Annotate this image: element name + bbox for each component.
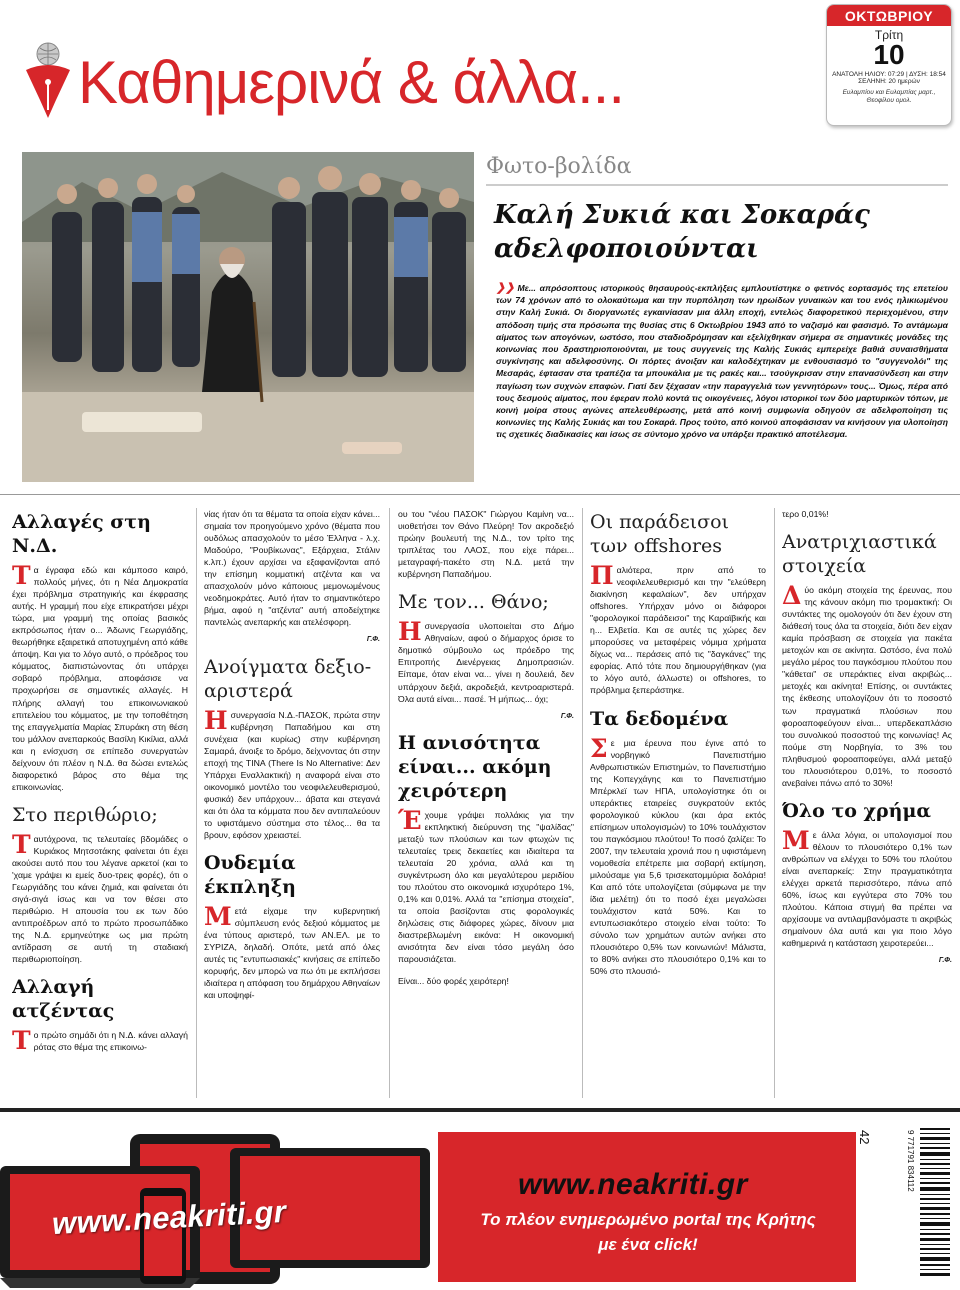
article-paragraph: ου του "νέου ΠΑΣΟΚ" Γιώργου Καμίνη να... υιοθετήσει τον Θάνο Πλεύρη! Τον ακροδεξιό πρώην βουλευτή της Ν.Δ., τον τρίτο της τριπλέτας του ΛΑΟΣ, που είχε πάρει... μεταγραφή-πακέτο στη Ν.Δ. μετά την κυβέρνηση Παπαδήμου. — [398, 509, 574, 580]
paragraph-text: αλιότερα, πριν από το νεοφιλελευθερισμό και την "ελεύθερη διακίνηση κεφαλαίων", δεν υπήρχαν offshores. Υπήρχαν μόνο οι διάφοροι "φορολογικοί παράδεισοι" της Καραϊβικής και η... Ελβετία. Και σε αυτές τις χώρες δεν μπορούσες να μεταφέρεις νόμιμα χρήματα δίχως να... περάσεις από τις "δαγκάνες" της εφορίας. Από τότε που δημιουργήθηκαν (για το λόγο αυτό, άλλωστε) οι offshores, το πρόβλημα ξεπεράστηκε. — [590, 565, 766, 696]
sunrise-sunset: ΑΝΑΤΟΛΗ ΗΛΙΟΥ: 07:29 | ΔΥΣΗ: 18:54 — [832, 71, 946, 78]
double-arrow-icon: ❯❯ — [496, 282, 515, 294]
article-paragraph — [782, 581, 952, 789]
ad-tagline: Το πλέον ενημερωμένο portal της Κρήτης — [480, 1210, 816, 1229]
article-heading: Με τον... Θάνο; — [398, 591, 549, 614]
date-day-number: 10 — [873, 39, 905, 70]
section-rule — [486, 184, 948, 186]
paragraph-text: συνεργασία Ν.Δ.-ΠΑΣΟΚ, πρώτα στην κυβέρνηση Παπαδήμου και στη συνέχεια (και κυρίως) στην κυβέρνηση Σαμαρά, άνοιξε το δρόμο, δείχνοντας ότι στην εποχή της TINA (There Is No Alternative: Δεν Υπάρχει Εναλλακτική) η αναφορά είναι στο οικονομικό μοντέλο του νεοφιλελευθερισμού, φυσικά) δεν υπάρχουν... άβατα και στεγανά και ότι όλα τα κόμματα που δεν αντιπαλεύουν το υφιστάμενο σύστημα στο τέλος... θα τα βρουν, εφόσον χρειαστεί. — [204, 709, 380, 840]
paragraph-text: συνεργασία υλοποιείται στο Δήμο Αθηναίων, αφού ο δήμαρχος όρισε το δημοτικό σύμβουλο ως πρόεδρο της Επιτροπής Διενέργειας Δημοπρασιών. Είπαμε, όταν είναι να... γίνει η δουλειά, δεν υπάρχουν δεξιά, ακροδεξιά, κεντροαριστερά. Όλα αυτά είναι... πασέ. Ή μήπως... όχι; — [398, 621, 574, 704]
column-2 — [204, 508, 380, 1098]
column-rule — [389, 508, 390, 1098]
newspaper-title: Καθημερινά & άλλα... — [78, 49, 625, 116]
column-4 — [590, 508, 766, 1098]
article-heading: Στο περιθώριο; — [12, 803, 158, 826]
author-initials: Γ.Φ. — [938, 957, 952, 965]
article-paragraph — [398, 617, 574, 704]
article-heading: Όλο το χρήμα — [782, 799, 932, 822]
column-rule — [774, 508, 775, 1098]
drop-cap: Τ — [12, 1026, 31, 1056]
article-heading: Οι παράδεισοι των offshores — [590, 511, 729, 557]
feature-text — [486, 154, 948, 484]
drop-cap: Έ — [398, 805, 422, 835]
ad-divider — [0, 1108, 960, 1112]
article-paragraph — [590, 733, 766, 978]
article-heading: Ανατριχιαστικά στοιχεία — [782, 531, 937, 578]
drop-cap: Π — [590, 561, 614, 590]
ceremony-photo-illustration — [22, 152, 474, 482]
article-paragraph: τερο 0,01%! — [782, 509, 829, 519]
article-paragraph: Είναι... δύο φορές χειρότερη! — [398, 976, 509, 987]
drop-cap: Δ — [782, 581, 802, 611]
paragraph-text: ε μια έρευνα που έγινε από το νορβηγικό Πανεπιστήμιο Ανθρωπιστικών Επιστημών, το Πανεπιστήμιο της Κοπεγχάγης και το Πανεπιστήμιο Μπέρκλεϊ των ΗΠΑ, υπολογίστηκε ότι οι υπεράκτιες εταιρείες συγκρατούν εκτός φορολογικού κύκλου (και άρα εκτός επίσημων υπολογισμών) το 10% τουλάχιστον του παγκόσμιου πλούτου! Το ποσό ζαλίζει: Το 2007, την τελευταία χρονιά που η υφιστάμενη νομοθεσία επέτρεπε μια σοβαρή εκτίμηση, μιλούσαμε για 5,6 τρισεκατομμύρια δολάρια! Και από τότε υπολογίζεται (σύμφωνα με την ίδια μελέτη) ότι το ποσό έχει μεγαλώσει τουλάχιστον κατά 50%. Και το εντυπωσιακότερο στοιχείο είναι τούτο: Το σύνολο των χρημάτων αυτών ανήκει στο πλουσιότερο 0,5% των κοινωνιών! Μάλιστα, το 80% ανήκει στο πλουσιότερο 0,1% και το 50% στο πλουσιό- — [590, 737, 766, 977]
article-paragraph — [12, 829, 188, 966]
article-paragraph — [12, 1026, 188, 1056]
article-heading: Η ανισότητα είναι... ακόμη χειρότερη — [398, 731, 552, 802]
paragraph-text: ο πρώτο σημάδι ότι η Ν.Δ. κάνει αλλαγή ρότας στο θέμα της επικοινω- — [33, 1030, 188, 1053]
article-paragraph — [12, 561, 188, 793]
barcode-digits: 9 771791 834112 — [906, 1130, 915, 1192]
date-weekday: Τρίτη — [874, 28, 904, 42]
drop-cap: Μ — [204, 902, 232, 932]
article-paragraph — [590, 561, 766, 697]
feature-body-text: Με... απρόσοπτους ιστορικούς θησαυρούς-εκπλήξεις εμπλουτίστηκε ο φετινός εορτασμός της επετείου των 74 χρόνων από το ολοκαύτωμα και την πυρπόληση των ηρωίδων γυναικών και του ενός ηλικιωμένου στην Καλή Συκιά. Οι διοργανωτές εγκαινίασαν μια άλλη εποχή, εντελώς διαφορετικού περιεχομένου, στην απόδοση τιμής στα πρόσωπα της θυσίας στις 6 Οκτωβρίου 1943 από το ναζισμό και φασισμό. Το αντάμωμα αίματος των απογόνων, ωστόσο, που σταδιοδρόμησαν και εξελίχθηκαν σήμερα σε σημαντικές μονάδες της κοινωνίας που δραστηριοποιούνται, με τους συγγενείς της Καλής Συκιάς εμπερείχε βαθιά συναισθήματα συγκίνησης και αδελφοσύνης. Οι πόρτες άνοιξαν και καλοδέχτηκαν με ενθουσιασμό το "συγγενολόι" της Μεσαράς, έφτασαν στα τραπέζια τα μπουκάλια με τις ρακές και... τσούγκρισαν στην επανασύνδεση και στην παγίωση των συχνών επαφών. Γιατί δεν ξέχασαν «την παραγγελιά των γεννητόρων» τους... Όμως, πέρα από τους δεσμούς αίματος, που έφεραν πολύ κοντά τις οικογένειες, λόγοι ιστορικοί των δύο μαρτυρικών τόπων, με κοινή μοίρα στους αγώνες απελευθέρωσης, μετά από κοινή συμφωνία οδηγούν σε αδελφοποίηση τις κοινωνίες της Καλής Συκιάς και του Σοκαρά. Προς τούτο, από κοινού αποφάσισαν να κινήσουν για υλοποίηση τις σχετικές διαδικασίες και ίσως σε σύντομο χρόνο να υπάρξει πρακτικό αποτέλεσμα. — [496, 283, 948, 440]
masthead — [0, 0, 960, 140]
article-paragraph — [204, 705, 380, 842]
date-month: ΟΚΤΩΒΡΙΟΥ — [827, 5, 951, 26]
drop-cap: Τ — [12, 561, 31, 590]
article-paragraph — [782, 825, 952, 949]
drop-cap: Η — [398, 617, 422, 647]
drop-cap: Μ — [782, 825, 810, 855]
ad-url[interactable]: www.neakriti.gr — [518, 1168, 748, 1201]
opinion-columns — [8, 508, 952, 1098]
feature-headline: Καλή Συκιά και Σοκαράς αδελφοποιούνται — [494, 200, 870, 264]
date-box — [826, 4, 952, 126]
paragraph-text: ύο ακόμη στοιχεία της έρευνας, που της κάνουν ακόμη πιο τρομακτική: Οι συντάκτες της ομολογούν ότι δεν έχουν στη διάθεσή τους όλα τα στοιχεία, διότι δεν είχαν καμία πρόσβαση σε στοιχεία για πακέτα μετοχών και σε ακίνητα. Ωστόσο, ένα πολύ μεγάλο μέρος του παγκόσμιου πλούτου που "κάθεται" σε υπεράκτιες είναι ακριβώς... μετοχές και ακίνητα! Επίσης, οι συντάκτες της έκθεσης υπολογίζουν ότι το ποσοστό των πραγματικά πλούσιων που φοροαποφεύγουν είναι... υπερδεκαπλάσιο του συνολικού ποσοστού της κοινωνίας! Ας πούμε στη Νορβηγία, το 3% του πληθυσμού φοροαποφεύγει, αλλά μεταξύ του πλουσιότερου 0,01%, το ποσοστό ανεβαίνει πάνω από το 30%! — [782, 585, 952, 788]
device-screen-url: www.neakriti.gr — [51, 1193, 287, 1242]
drop-cap: Σ — [590, 733, 608, 763]
author-initials: Γ.Φ. — [366, 636, 380, 644]
article-paragraph — [398, 805, 574, 966]
article-heading: Ουδεμία έκπληξη — [204, 852, 296, 899]
section-label: Φωτο-βολίδα — [486, 154, 632, 179]
drop-cap: Η — [204, 705, 228, 735]
column-rule — [582, 508, 583, 1098]
paragraph-text: ε άλλα λόγια, οι υπολογισμοί που θέλουν το πλουσιότερο 0,1% των ανθρώπων να ελέγχει το 50% του πλούτου είναι ανεπαρκείς: Στην πραγματικότητα ελέγχει αρκετά περισσότερο, πάνω από 60%, ίσως και εγγύτερα στο 70% του πλούτου. Κάποια στιγμή θα πρέπει να αρχίσουμε να αντιλαμβανόμαστε τι ακριβώς σημαίνουν όλα αυτά και για ποιο λόγο καθημερινά η κατάσταση χειροτερεύει... — [782, 829, 952, 949]
article-heading: Αλλαγή ατζέντας — [12, 976, 115, 1023]
article-heading: Τα δεδομένα — [590, 707, 729, 730]
column-1 — [12, 508, 188, 1098]
article-paragraph: νίας ήταν ότι τα θέματα τα οποία είχαν κάνει... σημαία τον προηγούμενο χρόνο (θέματα που ουδόλως απασχολούν το μέσο Έλληνα - λ.χ. Μαδούρο, "Ρουβίκωνας", Εξάρχεια, Στάλιν κ.λπ.) έχουν αρχίσει να εξαφανίζονται από την επίσημη κομματική ατζέντα και να απασχολούν μόνο κάποιους μεμονωμένους νεοδημοκράτες. Αυτό ήταν το σημαντικότερο βήμα, αφού η "ατζέντα" αυτή αποδείχτηκε παντελώς ανεπαρκής και ατελέσφορη. — [204, 509, 380, 628]
article-heading: Ανοίγματα δεξιο-αριστερά — [204, 655, 372, 702]
paragraph-text: χουμε γράψει πολλάκις για την εκπληκτική διεύρυνση της "ψαλίδας" μεταξύ των πλούσιων και των φτωχών τις τελευταίες τρεις δεκαετίες και ιδιαίτερα τα τελευταία 20 χρόνια, αλλά και τη συγκέντρωση όλο και μεγαλύτερου μεριδίου του πλούτου στο οικονομικά ισχυρότερο 1%, 0,1% και 0,01%. Αλλά τα "επίσημα στοιχεία", τα οποία βασίζονται στις φορολογικές δηλώσεις στις διάφορες χώρες, δίνουν μια διαστρεβλωμένη εικόνα: Η οικονομική ανισότητα δεν είναι τόσο μεγάλη όσο παρουσιάζεται. — [398, 809, 574, 965]
feature-body — [496, 282, 948, 441]
feature-section — [0, 148, 960, 488]
feature-photo — [22, 152, 474, 482]
paragraph-text: αυτόχρονα, τις τελευταίες βδομάδες ο Κυριάκος Μητσοτάκης φαίνεται ότι έχει ακούσει αυτό που του λέγανε αρκετοί (και το 'χαμε γράψει κι εμείς δυο-τρεις φορές), ότι ο Γεωργιάδης του κάνει ζημιά, και φαίνεται ότι σιγά-σιγά ίσως και να τον θέσει στο περιθώριο. Η απουσία του εκ των δύο αντιπροέδρων από το πρώτο προσωπάδικο της Ν.Δ. ερμηνεύτηκε ως μια πρώτη αντίδραση σε αυτή τη σταδιακή περιθωριοποίηση. — [12, 833, 188, 965]
column-5 — [782, 508, 952, 1098]
ad-tagline-2: με ένα click! — [598, 1235, 698, 1254]
moon-phase: ΣΕΛΗΝΗ: 20 ημερών — [858, 78, 920, 85]
author-initials: Γ.Φ. — [560, 712, 574, 720]
page-number: 42 — [857, 1130, 872, 1145]
paragraph-text: ετά είχαμε την κυβερνητική σύμπλευση ενός δεξιού κόμματος με ένα τύπους αριστερό, των ΑΝ.ΕΛ. με το ΣΥΡΙΖΑ, δηλαδή. Οπότε, μετά από όλες αυτές τις "εντυπωσιακές" κινήσεις σε επίπεδο κορυφής, δεν μπορώ να πω ότι με εκπλήσσει ιδιαίτερα η απόφαση του δημάρχου Αθηναίων και υποψηφί- — [204, 906, 380, 1001]
paragraph-text: α έγραφα εδώ και κάμποσο καιρό, πολλούς μήνες, ότι η Νέα Δημοκρατία έχει πρόβλημα στρατηγικής και έκφρασης αυτής. Η γραμμή που είχε επικρατήσει μέχρι τώρα, μια γραμμή της οποίας βασικός εκπρόσωπος ήταν ο... Άδωνις Γεωργιάδης, θεωρήθηκε εξαιρετικά αποτυχημένη από κάθε άποψη. Και για το λόγο αυτό, ο πρόεδρος του κόμματος, διαπιστώνοντας ότι υπάρχει σοβαρό πρόβλημα, αποφάσισε να προχωρήσει σε σημαντικές αλλαγές. Η πλήρης αλλαγή του επικοινωνιακού επιτελείου του κόμματος, με την τοποθέτηση της επαγγελματία Μαρίας Σπυράκη στη θέση του μάλλον ανεπαρκούς Βασίλη Κικίλια, αλλά και η ενίσχυση σε επίπεδο συνεργατών δείχνουν ότι πλέον η Ν.Δ. θα δώσει εντελώς διαφορετικό βάρος στο θέμα της επικοινωνίας. — [12, 565, 188, 792]
pen-nib-globe-icon — [18, 40, 76, 120]
column-rule — [196, 508, 197, 1098]
barcode-icon — [900, 1124, 956, 1286]
article-heading: Αλλαγές στη Ν.Δ. — [12, 511, 151, 557]
drop-cap: Τ — [12, 829, 31, 859]
article-paragraph — [204, 902, 380, 1001]
column-3 — [398, 508, 574, 1098]
section-divider — [0, 494, 960, 495]
saints-of-day: Ευλαμπίου και Ευλαμπίας μαρτ., Θεοφίλου ομολ. — [842, 89, 936, 104]
ad-banner — [438, 1132, 856, 1282]
